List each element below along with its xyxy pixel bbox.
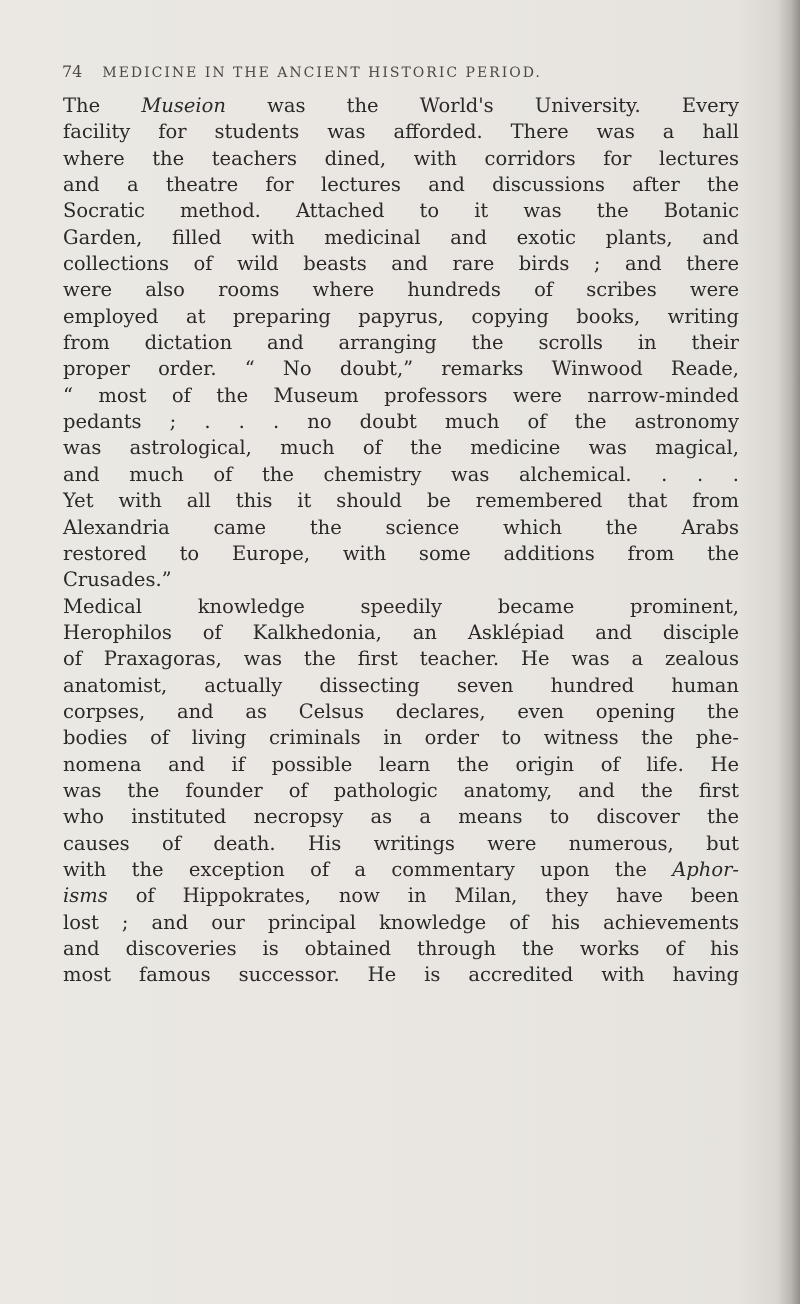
text-line: and a theatre for lectures and discussions after the [63,173,739,197]
text-line: collections of wild beasts and rare birds ; and there [63,252,739,276]
running-title: MEDICINE IN THE ANCIENT HISTORIC PERIOD. [102,65,542,81]
text-run: The [63,94,142,117]
text-line: and much of the chemistry was alchemical. . . . [63,462,739,486]
text-line: who instituted necropsy as a means to discover the [63,805,739,829]
text-line: Medical knowledge speedily became prominent, [63,594,739,618]
text-line: was the founder of pathologic anatomy, and the first [63,778,739,802]
text-line: was astrological, much of the medicine was magical, [63,436,739,460]
text-line: Garden, filled with medicinal and exotic plants, and [63,225,739,249]
text-line: nomena and if possible learn the origin of life. He [63,752,739,776]
text-line: Yet with all this it should be remembered that from [63,489,739,513]
text-line: of Praxagoras, was the first teacher. He was a zealous [63,647,739,671]
text-line: pedants ; . . . no doubt much of the astronomy [63,410,739,434]
text-line: corpses, and as Celsus declares, even opening the [63,699,739,723]
text-line: “ most of the Museum professors were narrow-minded [63,383,739,407]
italic-term: Aphor- [672,857,739,881]
text-line [63,93,739,119]
text-line: Herophilos of Kalkhedonia, an Asklépiad and disciple [63,620,739,644]
paragraph [63,93,739,594]
text-line: Crusades.” [63,568,172,592]
text-run: was the World's University. Every [225,94,739,117]
text-line: and discoveries is obtained through the works of his [63,937,739,960]
text-line: bodies of living criminals in order to witness the phe- [63,726,739,750]
text-line: from dictation and arranging the scrolls in their [63,331,739,355]
text-line: employed at preparing papyrus, copying books, writing [63,304,739,328]
body-text [63,93,739,989]
text-line: restored to Europe, with some additions from the [63,541,739,565]
text-line: anatomist, actually dissecting seven hundred human [63,673,739,697]
italic-term: isms [63,884,108,908]
text-line: were also rooms where hundreds of scribes were [63,278,739,302]
text-line: Socratic method. Attached to it was the Botanic [63,199,739,223]
text-line: Alexandria came the science which the Arabs [63,515,739,539]
text-line [63,857,739,883]
text-line: causes of death. His writings were numerous, but [63,831,739,855]
text-line: where the teachers dined, with corridors for lectures [63,146,739,170]
text-line: proper order. “ No doubt,” remarks Winwood Reade, [63,357,739,381]
text-run: with the exception of a commentary upon the [63,857,673,881]
text-line: most famous successor. He is accredited with having [63,963,739,987]
page-number: 74 [62,62,83,81]
text-line: facility for students was afforded. There was a hall [63,120,739,144]
page-edge-shadow [778,0,800,1304]
text-line: lost ; and our principal knowledge of his achievements [63,910,739,934]
text-run: of Hippokrates, now in Milan, they have been [107,884,739,908]
running-header [62,62,762,84]
italic-term: Museion [141,94,226,117]
text-line [63,883,739,909]
paragraph [63,594,739,989]
